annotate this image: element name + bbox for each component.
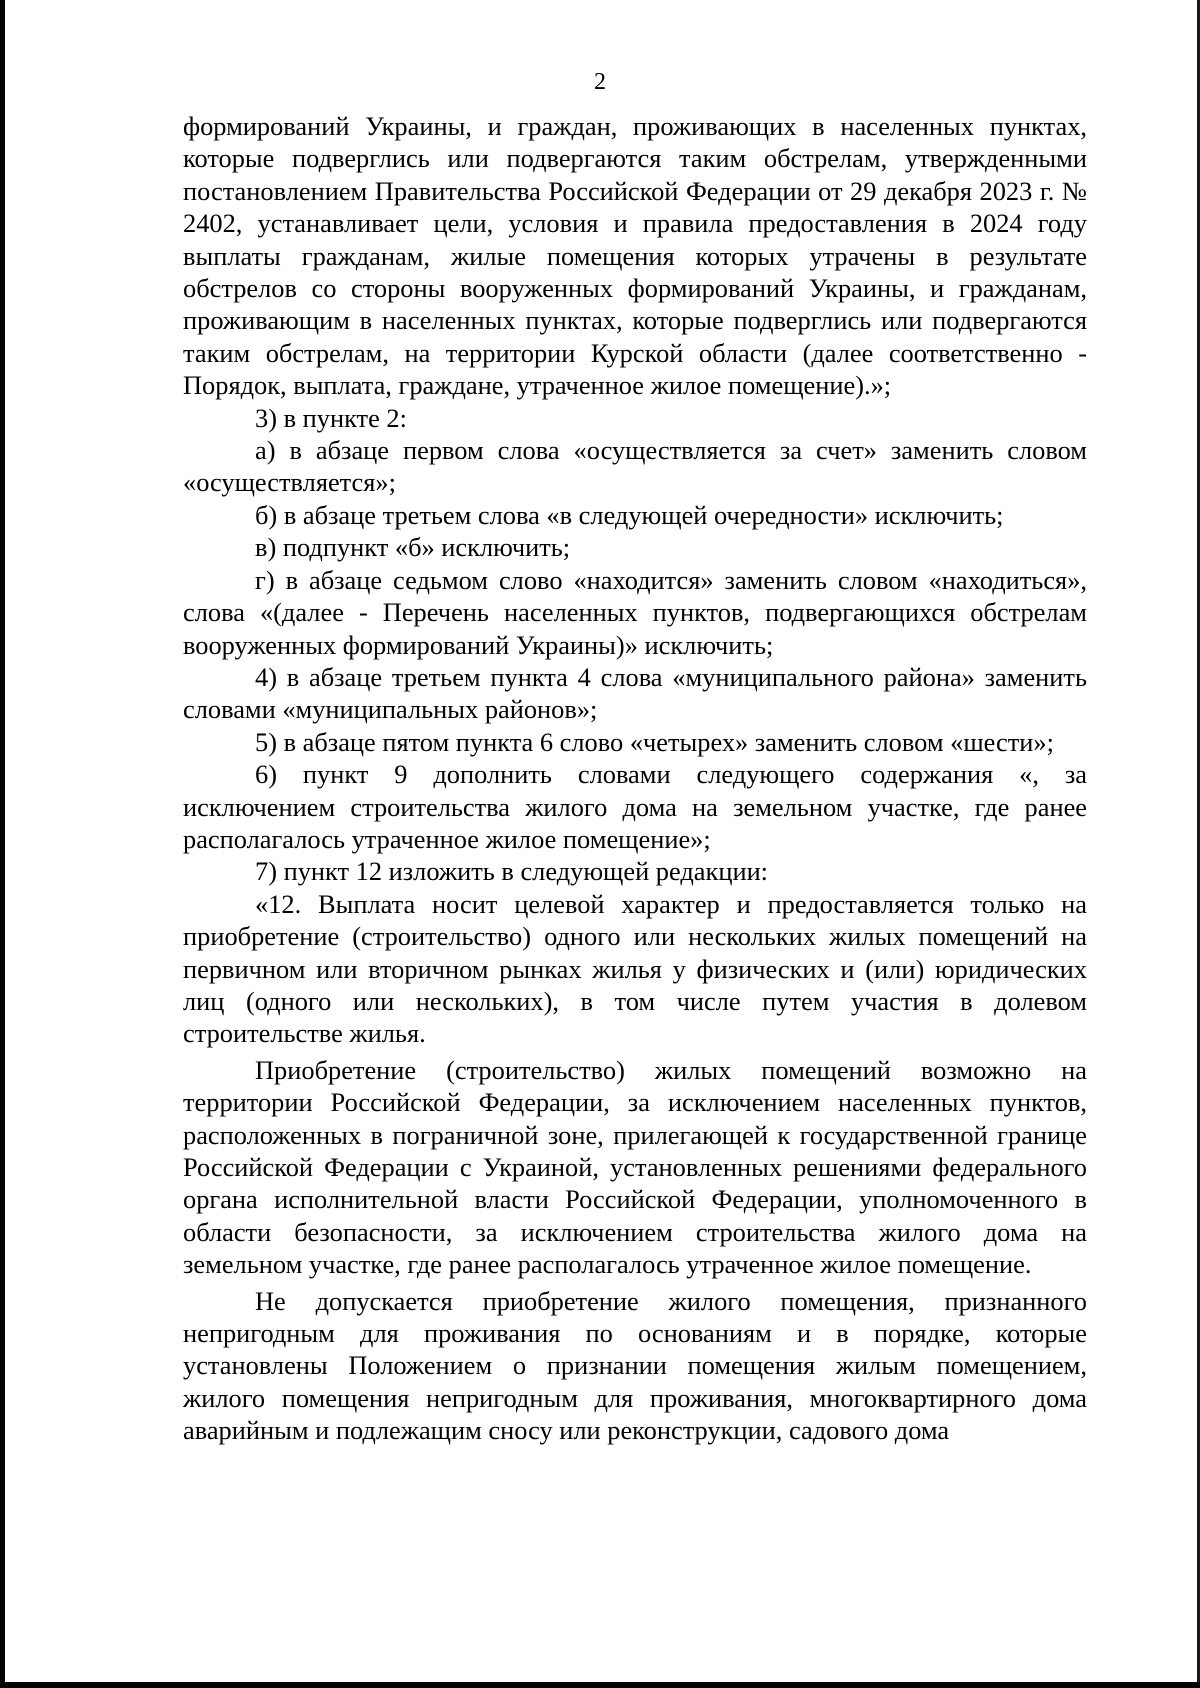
paragraph-clause-12: «12. Выплата носит целевой характер и предоставляется только на приобретение (строительство) одного или нескольких жилых помещений на первичном или вторичном рынках жилья у физических и (или) юридических лиц (одного или нескольких), в том числе путем участия в долевом строительстве жилья.: [183, 888, 1087, 1049]
paragraph-item-4: 4) в абзаце третьем пункта 4 слова «муниципального района» заменить словами «муниципальных районов»;: [183, 661, 1087, 725]
paragraph-not-permitted: Не допускается приобретение жилого помещения, признанного непригодным для проживания по основаниям и в порядке, которые установлены Положением о признании помещения жилым помещением, жилого помещения непригодным для проживания, многоквартирного дома аварийным и подлежащим сносу или реконструкции, садового дома: [183, 1285, 1087, 1446]
paragraph-subitem-b: б) в абзаце третьем слова «в следующей очередности» исключить;: [255, 499, 1004, 530]
scan-edge-bottom: [0, 1682, 1200, 1688]
page-number: 2: [594, 69, 606, 95]
paragraph-item-7: 7) пункт 12 изложить в следующей редакции:: [255, 856, 769, 887]
paragraph-acquisition-territory: Приобретение (строительство) жилых помещений возможно на территории Российской Федерации, за исключением населенных пунктов, расположенных в пограничной зоне, прилегающей к государственной границе Российской Федерации с Украиной, установленных решениями федерального органа исполнительной власти Российской Федерации, уполномоченного в области безопасности, за исключением строительства жилого дома на земельном участке, где ранее располагалось утраченное жилое помещение.: [183, 1054, 1087, 1280]
paragraph-item-3: 3) в пункте 2:: [255, 402, 407, 433]
paragraph-continuation: формирований Украины, и граждан, проживающих в населенных пунктах, которые подверглись или подвергаются таким обстрелам, утвержденными постановлением Правительства Российской Федерации от 29 декабря 2023 г. № 2402, устанавливает цели, условия и правила предоставления в 2024 году выплаты гражданам, жилые помещения которых утрачены в результате обстрелов со стороны вооруженных формирований Украины, и гражданам, проживающим в населенных пунктах, которые подверглись или подвергаются таким обстрелам, на территории Курской области (далее соответственно - Порядок, выплата, граждане, утраченное жилое помещение).»;: [183, 111, 1087, 401]
paragraph-item-5: 5) в абзаце пятом пункта 6 слово «четырех» заменить словом «шести»;: [255, 726, 1054, 757]
paragraph-subitem-a: а) в абзаце первом слова «осуществляется за счет» заменить словом «осуществляется»;: [183, 435, 1087, 498]
document-body: [183, 110, 1087, 1447]
scan-edge-left: [0, 0, 5, 1688]
paragraph-subitem-g: г) в абзаце седьмом слово «находится» заменить словом «находиться», слова «(далее - Перечень населенных пунктов, подвергающихся обстрелам вооруженных формирований Украины)» исключить;: [183, 564, 1087, 660]
paragraph-item-6: 6) пункт 9 дополнить словами следующего содержания «, за исключением строительства жилого дома на земельном участке, где ранее располагалось утраченное жилое помещение»;: [183, 759, 1087, 854]
paragraph-subitem-v: в) подпункт «б» исключить;: [255, 532, 571, 563]
